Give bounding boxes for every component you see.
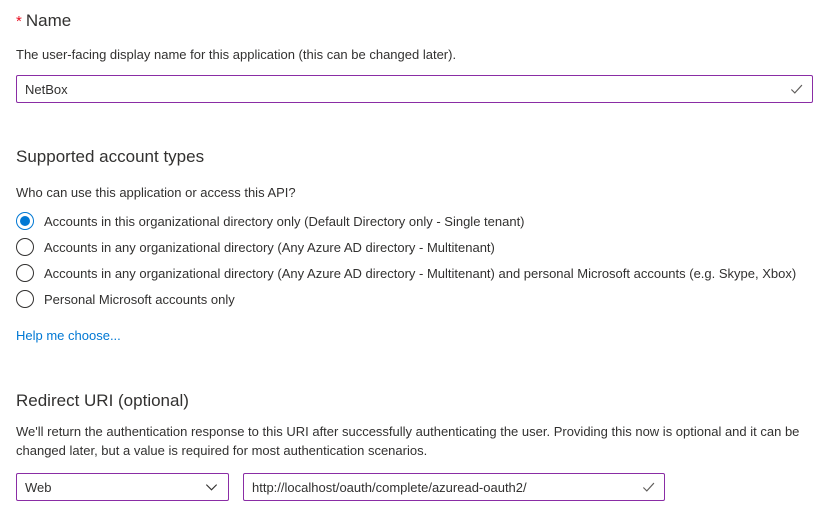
name-description: The user-facing display name for this application (this can be changed later). xyxy=(16,47,457,62)
checkmark-icon xyxy=(789,82,804,97)
name-section-heading xyxy=(16,10,813,33)
platform-select[interactable] xyxy=(16,473,229,501)
platform-select-value: Web xyxy=(25,479,52,495)
radio-option-multitenant[interactable] xyxy=(16,234,813,260)
name-input[interactable] xyxy=(16,75,813,103)
radio-option-multitenant-personal[interactable] xyxy=(16,260,813,286)
radio-button-icon xyxy=(16,212,34,230)
radio-button-icon xyxy=(16,238,34,256)
account-types-question: Who can use this application or access this API? xyxy=(16,185,296,200)
redirect-uri-input[interactable] xyxy=(243,473,665,501)
redirect-uri-row xyxy=(16,473,813,501)
radio-option-label: Accounts in this organizational directory only (Default Directory only - Single tenant) xyxy=(44,213,525,229)
redirect-uri-heading: Redirect URI (optional) xyxy=(16,391,189,410)
radio-option-label: Personal Microsoft accounts only xyxy=(44,291,235,307)
chevron-down-icon xyxy=(204,480,219,495)
radio-option-label: Accounts in any organizational directory (Any Azure AD directory - Multitenant) xyxy=(44,239,495,255)
help-me-choose-link[interactable]: Help me choose... xyxy=(16,328,121,343)
radio-option-personal-only[interactable] xyxy=(16,286,813,312)
required-asterisk: * xyxy=(16,13,22,30)
redirect-uri-input-wrap xyxy=(243,473,665,501)
checkmark-icon xyxy=(641,480,656,495)
account-types-heading: Supported account types xyxy=(16,147,205,166)
redirect-uri-description: We'll return the authentication response to this URI after successfully authenticating the user. Providing this now is optional and it can be changed later, but a value is required for most authentication scenarios. xyxy=(16,424,800,458)
account-types-radio-group xyxy=(16,208,813,312)
radio-button-icon xyxy=(16,264,34,282)
name-input-wrap xyxy=(16,75,813,103)
radio-option-single-tenant[interactable] xyxy=(16,208,813,234)
radio-button-icon xyxy=(16,290,34,308)
name-heading-label: Name xyxy=(25,11,72,30)
radio-option-label: Accounts in any organizational directory (Any Azure AD directory - Multitenant) and personal Microsoft accounts (e.g. Skype, Xbox) xyxy=(44,265,797,281)
